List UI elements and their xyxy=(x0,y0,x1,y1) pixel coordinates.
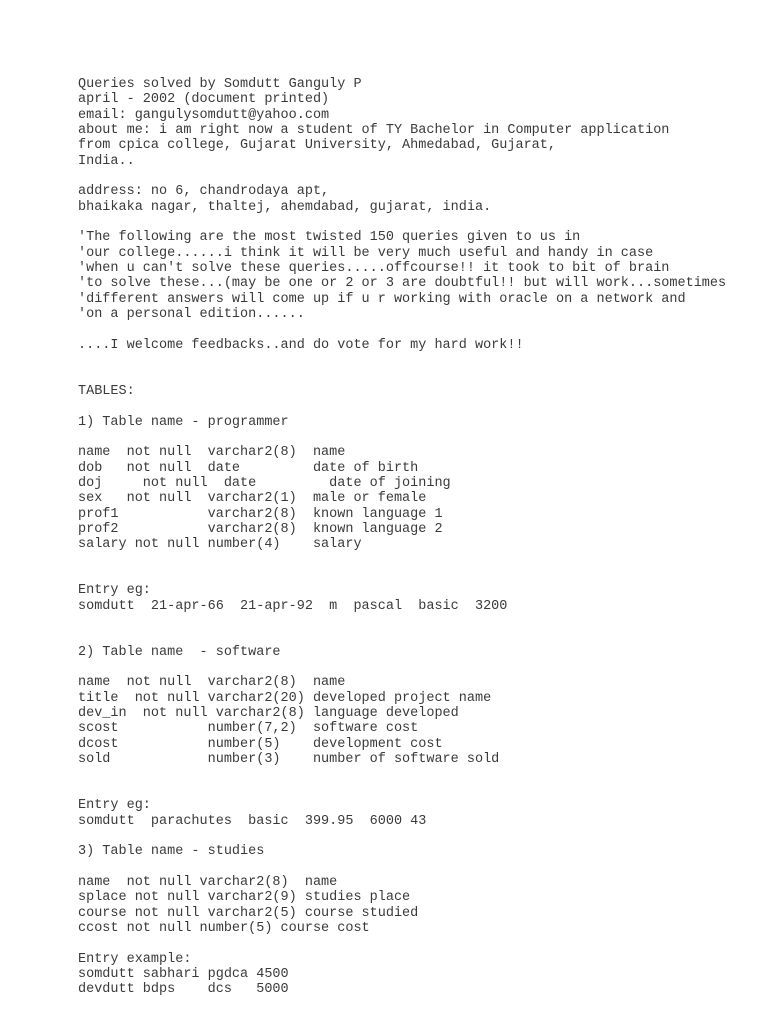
text-line: doj not null date date of joining xyxy=(78,475,451,491)
text-line: 'on a personal edition...... xyxy=(78,307,305,323)
text-line: 'different answers will come up if u r working with oracle on a network and xyxy=(78,291,686,307)
document-page xyxy=(78,77,758,998)
text-line: 1) Table name - programmer xyxy=(78,414,289,430)
text-line: about me: i am right now a student of TY Bachelor in Computer application xyxy=(78,123,670,139)
text-line xyxy=(78,215,758,230)
text-line: somdutt 21-apr-66 21-apr-92 m pascal basic 3200 xyxy=(78,598,508,614)
text-line: course not null varchar2(5) course studied xyxy=(78,905,419,921)
text-line: somdutt sabhari pgdca 4500 xyxy=(78,966,289,982)
text-line: dev_in not null varchar2(8) language developed xyxy=(78,706,459,722)
text-line xyxy=(78,660,758,675)
text-line xyxy=(78,783,758,798)
text-line: 'The following are the most twisted 150 queries given to us in xyxy=(78,230,581,246)
text-line: dcost number(5) development cost xyxy=(78,736,443,752)
text-line: 'our college......i think it will be very much useful and handy in case xyxy=(78,245,654,261)
text-line: bhaikaka nagar, thaltej, ahemdabad, gujarat, india. xyxy=(78,199,492,215)
text-line: name not null varchar2(8) name xyxy=(78,874,338,890)
text-line xyxy=(78,614,758,629)
text-line: somdutt parachutes basic 399.95 6000 43 xyxy=(78,813,427,829)
text-line: sold number(3) number of software sold xyxy=(78,752,500,768)
text-line xyxy=(78,430,758,445)
text-line xyxy=(78,169,758,184)
text-line xyxy=(78,767,758,782)
text-line xyxy=(78,323,758,338)
text-line: ccost not null number(5) course cost xyxy=(78,920,370,936)
text-line xyxy=(78,353,758,368)
text-line: name not null varchar2(8) name xyxy=(78,675,346,691)
text-line xyxy=(78,629,758,644)
text-line: Entry example: xyxy=(78,951,192,967)
text-line xyxy=(78,399,758,414)
text-line: from cpica college, Gujarat University, Ahmedabad, Gujarat, xyxy=(78,138,556,154)
text-line xyxy=(78,369,758,384)
text-line: India.. xyxy=(78,153,135,169)
text-line: prof2 varchar2(8) known language 2 xyxy=(78,521,443,537)
text-line: title not null varchar2(20) developed project name xyxy=(78,690,492,706)
text-line: ....I welcome feedbacks..and do vote for my hard work!! xyxy=(78,337,524,353)
text-line: dob not null date date of birth xyxy=(78,460,419,476)
text-line: Entry eg: xyxy=(78,583,151,599)
text-line xyxy=(78,829,758,844)
text-line: 'when u can't solve these queries.....offcourse!! it took to bit of brain xyxy=(78,261,670,277)
text-line: 'to solve these...(may be one or 2 or 3 are doubtful!! but will work...sometimes xyxy=(78,276,727,292)
text-line: sex not null varchar2(1) male or female xyxy=(78,491,427,507)
text-line: TABLES: xyxy=(78,383,135,399)
text-line: address: no 6, chandrodaya apt, xyxy=(78,184,330,200)
text-line: 3) Table name - studies xyxy=(78,844,265,860)
text-line: devdutt bdps dcs 5000 xyxy=(78,982,289,998)
text-line: splace not null varchar2(9) studies place xyxy=(78,890,411,906)
text-line xyxy=(78,568,758,583)
text-line xyxy=(78,860,758,875)
text-line: Entry eg: xyxy=(78,798,151,814)
text-line: scost number(7,2) software cost xyxy=(78,721,419,737)
text-line: 2) Table name - software xyxy=(78,644,281,660)
text-line: salary not null number(4) salary xyxy=(78,537,362,553)
text-line xyxy=(78,936,758,951)
text-line xyxy=(78,553,758,568)
text-line: Queries solved by Somdutt Ganguly P xyxy=(78,77,362,92)
text-line: name not null varchar2(8) name xyxy=(78,445,346,461)
text-line: prof1 varchar2(8) known language 1 xyxy=(78,506,443,522)
text-line: april - 2002 (document printed) xyxy=(78,92,330,108)
text-line: email: gangulysomdutt@yahoo.com xyxy=(78,107,330,123)
